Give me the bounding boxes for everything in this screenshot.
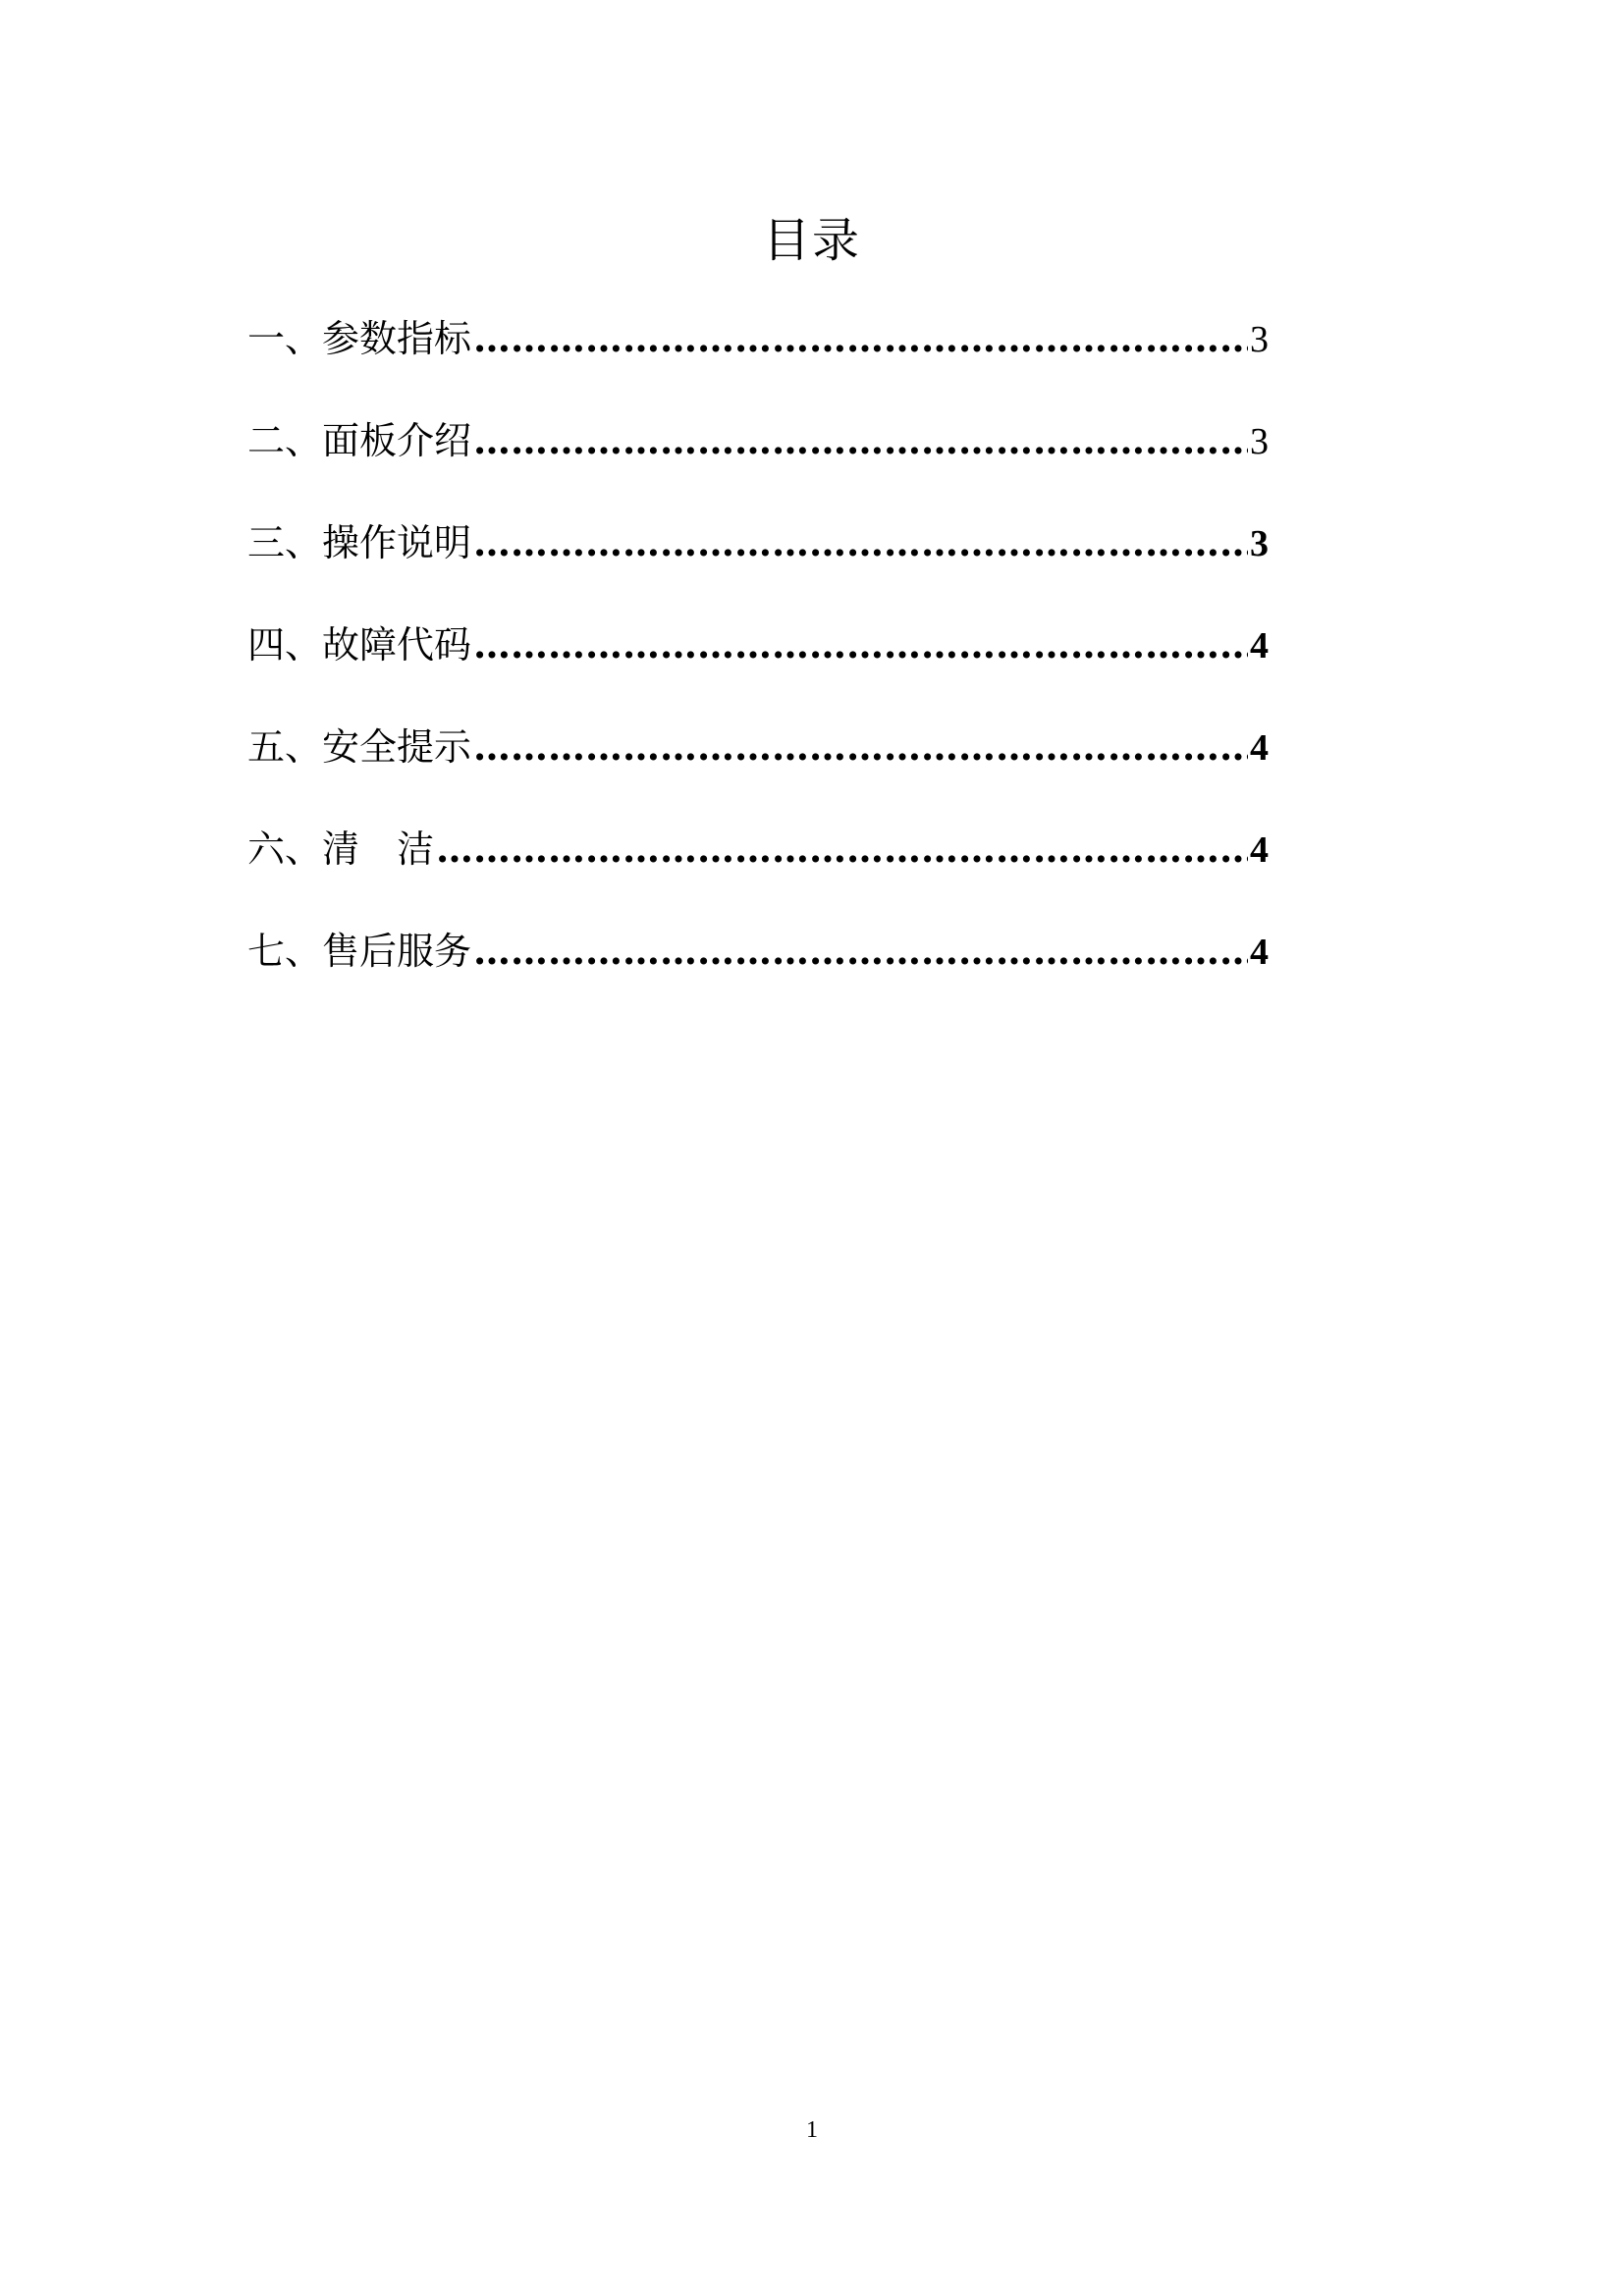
toc-dot-leader xyxy=(473,917,1248,986)
toc-dot-leader xyxy=(473,611,1248,679)
toc-dot-leader xyxy=(473,304,1248,373)
toc-list xyxy=(247,304,1269,1019)
toc-entry-label: 七、售后服务 xyxy=(247,930,472,973)
toc-entry-page: 3 xyxy=(1250,523,1269,564)
toc-entry-page: 3 xyxy=(1250,421,1269,462)
toc-entry-label: 三、操作说明 xyxy=(247,521,472,564)
toc-entry-page: 4 xyxy=(1250,829,1269,871)
toc-dot-leader xyxy=(436,815,1248,883)
toc-entry[interactable] xyxy=(247,611,1269,713)
toc-entry-label: 五、安全提示 xyxy=(247,725,472,769)
toc-entry-label: 二、面板介绍 xyxy=(247,419,472,462)
toc-entry[interactable] xyxy=(247,917,1269,1019)
toc-entry-label: 六、清 洁 xyxy=(247,828,435,871)
toc-title: 目录 xyxy=(762,213,861,268)
toc-entry[interactable] xyxy=(247,406,1269,508)
toc-entry[interactable] xyxy=(247,508,1269,611)
toc-entry-label: 一、参数指标 xyxy=(247,317,472,360)
toc-entry-page: 3 xyxy=(1250,319,1269,360)
toc-entry-page: 4 xyxy=(1250,625,1269,667)
toc-entry-page: 4 xyxy=(1250,932,1269,973)
toc-entry[interactable] xyxy=(247,304,1269,406)
page-number: 1 xyxy=(806,2117,818,2143)
toc-entry-label: 四、故障代码 xyxy=(247,623,472,667)
toc-dot-leader xyxy=(473,406,1248,475)
toc-dot-leader xyxy=(473,508,1248,577)
toc-entry[interactable] xyxy=(247,713,1269,815)
toc-entry[interactable] xyxy=(247,815,1269,917)
toc-entry-page: 4 xyxy=(1250,727,1269,769)
toc-dot-leader xyxy=(473,713,1248,781)
